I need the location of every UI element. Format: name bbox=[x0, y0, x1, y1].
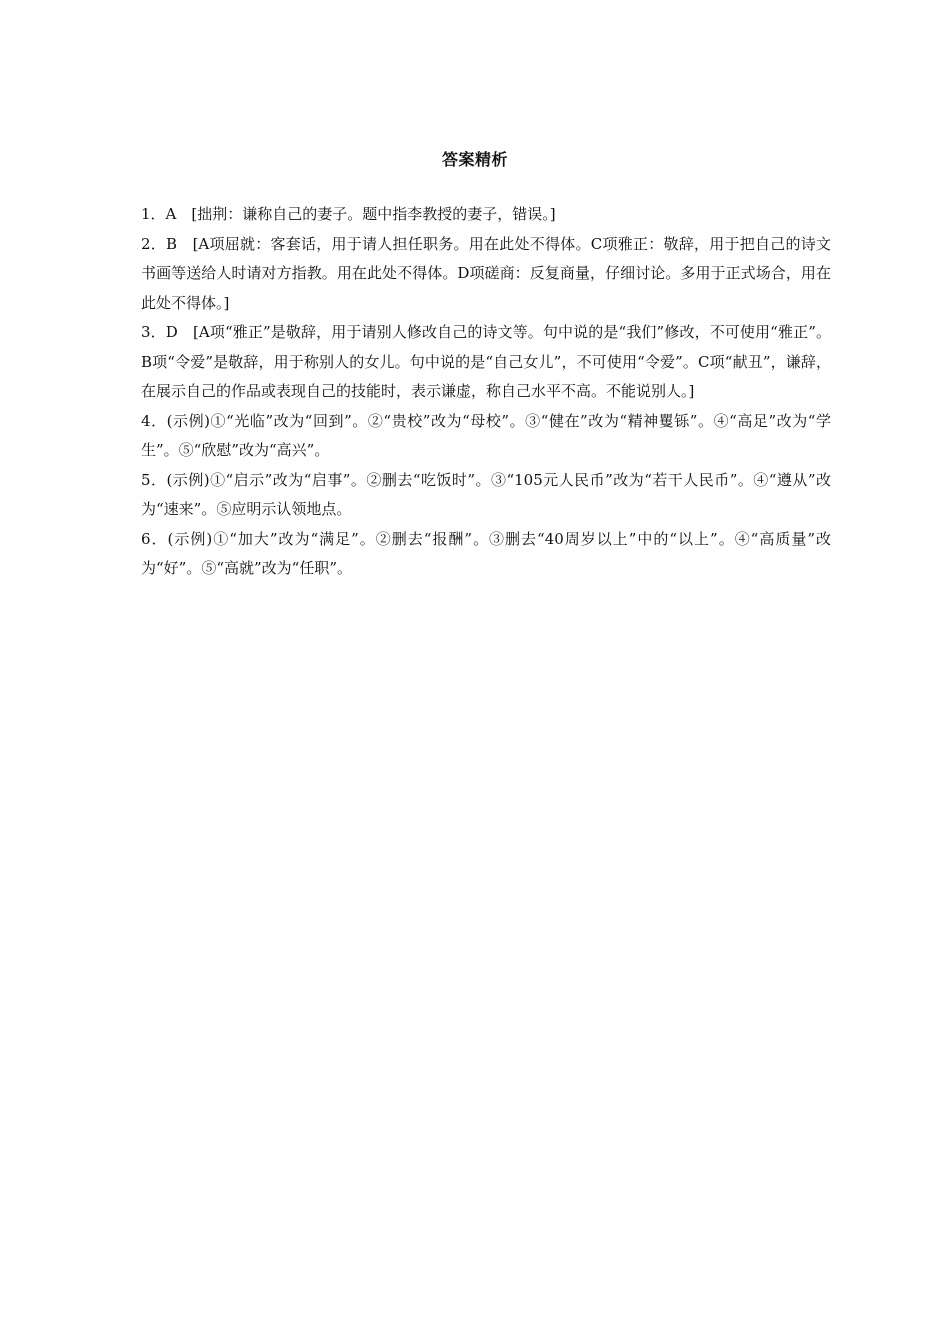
answer-item-5: 5．(示例)①“启示”改为“启事”。②删去“吃饭时”。③“105元人民币”改为“若干人民币”。④“遵从”改为“速来”。⑤应明示认领地点。 bbox=[141, 470, 831, 518]
answer-item-2: 2．B [A项屈就：客套话，用于请人担任职务。用在此处不得体。C项雅正：敬辞，用于把自己的诗文书画等送给人时请对方指教。用在此处不得体。D项磋商：反复商量，仔细讨论。多用于正式场合，用在此处不得体。] bbox=[141, 234, 831, 312]
page-title: 答案精析 bbox=[441, 150, 508, 169]
answer-item-1: 1．A [拙荆：谦称自己的妻子。题中指李教授的妻子，错误。] bbox=[141, 205, 556, 223]
answer-item-3: 3．D [A项“雅正”是敬辞，用于请别人修改自己的诗文等。句中说的是“我们”修改，不可使用“雅正”。B项“令爱”是敬辞，用于称别人的女儿。句中说的是“自己女儿”，不可使用“令爱”。C项“献丑”，谦辞，在展示自己的作品或表现自己的技能时，表示谦虚，称自己水平不高。不能说别人。] bbox=[141, 323, 831, 400]
answer-list bbox=[141, 200, 831, 584]
answer-item-4: 4．(示例)①“光临”改为“回到”。②“贵校”改为“母校”。③“健在”改为“精神矍铄”。④“高足”改为“学生”。⑤“欣慰”改为“高兴”。 bbox=[141, 411, 831, 459]
answer-item-6: 6．(示例)①“加大”改为“满足”。②删去“报酬”。③删去“40周岁以上”中的“以上”。④“高质量”改为“好”。⑤“高就”改为“任职”。 bbox=[141, 529, 831, 577]
